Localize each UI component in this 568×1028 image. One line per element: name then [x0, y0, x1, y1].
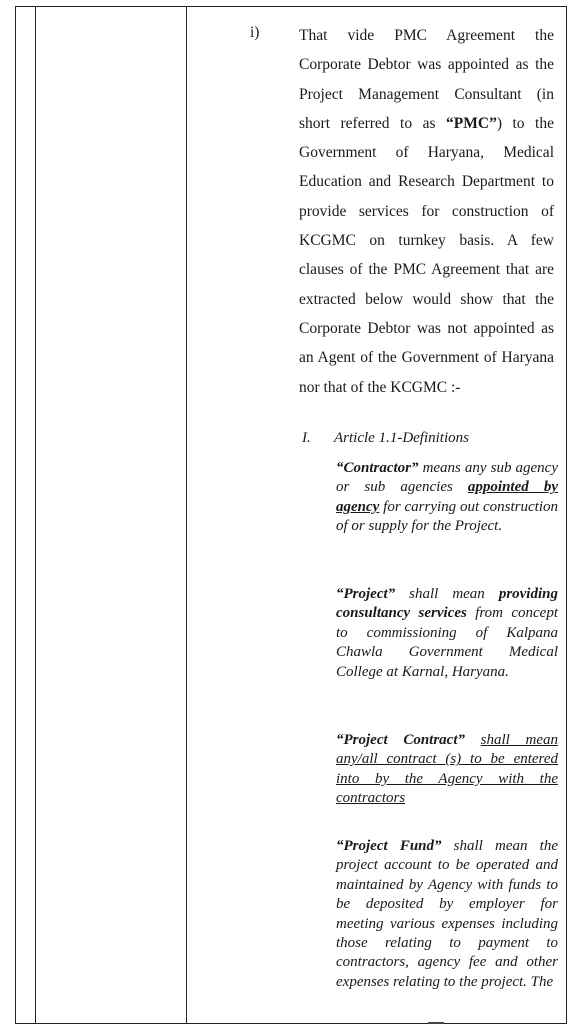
column-divider-left: [35, 6, 36, 1024]
definition-text: means any sub agency or sub agencies: [336, 460, 558, 496]
paragraph-text-1: That vide PMC Agreement the Corporate Debtor was appointed as the Project Management Consultant (in short referred to as: [299, 27, 554, 132]
definition-text: [465, 732, 481, 748]
definition-term: “Project Contract”: [336, 732, 465, 748]
definition-term: “Project”: [336, 586, 396, 602]
definition-emphasis: shall mean any/all contract (s) to be entered into by the Agency with the contractors: [336, 732, 559, 807]
page-mark: [428, 1022, 444, 1028]
pmc-term: “PMC”: [446, 114, 497, 132]
definition-text: shall mean the project account to be operated and maintained by Agency with funds to be deposited by employer for meeting various expenses including those relating to payment to contractors, agency fee and other expenses relating to the project. The: [336, 838, 558, 990]
definition-project-fund: [336, 837, 558, 992]
definition-emphasis: providing consultancy services: [336, 586, 558, 622]
definition-term: “Project Fund”: [336, 838, 442, 854]
column-divider-middle: [186, 6, 187, 1024]
definition-emphasis: appointed by agency: [336, 479, 559, 515]
definition-text: from concept to commissioning of Kalpana Chawla Government Medical College at Karnal, Haryana.: [336, 605, 559, 680]
paragraph-text-2: ) to the Government of Haryana, Medical Education and Research Department to provide services for construction of KCGMC on turnkey basis. A few clauses of the PMC Agreement that are extracted below would show that the Corporate Debtor was not appointed as an Agent of the Government of Haryana nor that of the KCGMC :-: [299, 114, 554, 396]
sub-item-title: Article 1.1-Definitions: [334, 430, 469, 446]
definition-project: [336, 585, 558, 682]
definition-text: for carrying out construction of or supply for the Project.: [336, 498, 558, 535]
definition-text: shall mean: [395, 586, 499, 602]
paragraph-label: i): [250, 24, 260, 41]
sub-item-label: I.: [302, 430, 311, 446]
definition-project-contract: [336, 731, 558, 809]
definition-term: “Contractor”: [336, 460, 419, 476]
definition-contractor: [336, 459, 558, 537]
paragraph-body: [299, 21, 554, 402]
